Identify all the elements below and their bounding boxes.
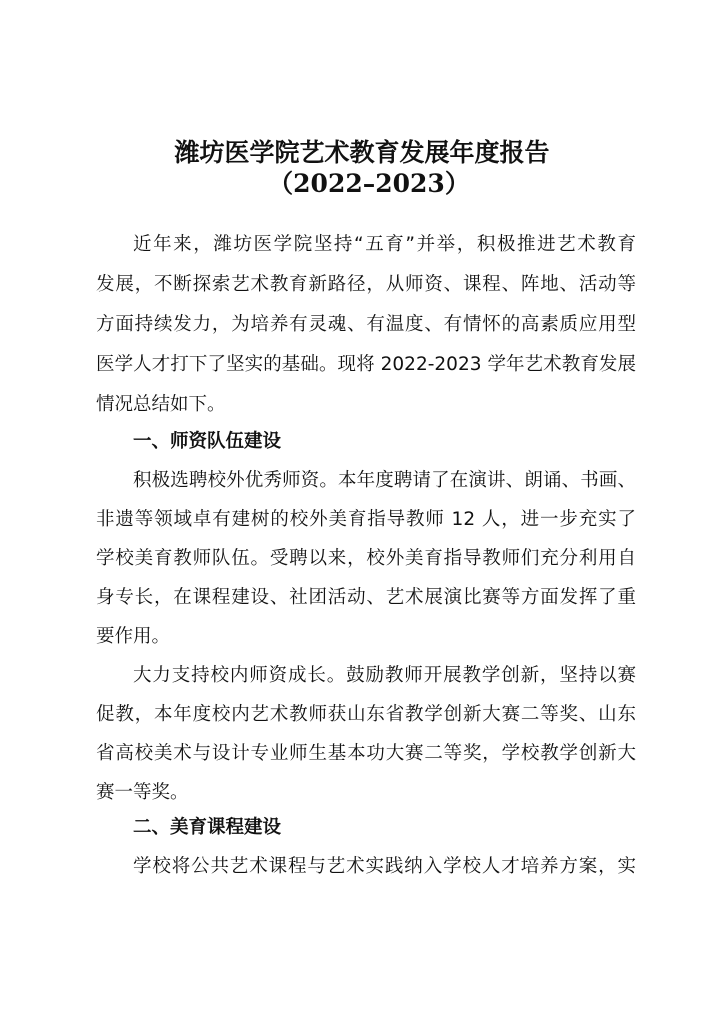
page-title: 潍坊医学院艺术教育发展年度报告 — [174, 138, 550, 167]
text-line: 情况总结如下。 — [96, 394, 226, 415]
text-line: 积极选聘校外优秀师资。本年度聘请了在演讲、朗诵、书画、 — [133, 470, 636, 491]
text-line: 学校将公共艺术课程与艺术实践纳入学校人才培养方案，实 — [133, 856, 636, 877]
text-line: 近年来，潍坊医学院坚持“五育”并举，积极推进艺术教育 — [133, 234, 636, 255]
text-line: 要作用。 — [96, 626, 171, 647]
page-subtitle: （2022–2023） — [268, 169, 470, 198]
section-heading: 二、美育课程建设 — [133, 817, 282, 838]
text-line: 方面持续发力，为培养有灵魂、有温度、有情怀的高素质应用型 — [96, 314, 636, 335]
text-line: 医学人才打下了坚实的基础。现将 2022-2023 学年艺术教育发展 — [96, 354, 636, 375]
text-line: 大力支持校内师资成长。鼓励教师开展教学创新，坚持以赛 — [133, 665, 636, 686]
text-line: 身专长，在课程建设、社团活动、艺术展演比赛等方面发挥了重 — [96, 587, 636, 608]
text-line: 赛一等奖。 — [96, 782, 189, 803]
section-heading: 一、师资队伍建设 — [133, 431, 282, 452]
text-line: 促教，本年度校内艺术教师获山东省教学创新大赛二等奖、山东 — [96, 704, 636, 725]
text-line: 省高校美术与设计专业师生基本功大赛二等奖，学校教学创新大 — [96, 743, 636, 764]
text-line: 非遗等领域卓有建树的校外美育指导教师 12 人，进一步充实了 — [96, 509, 636, 530]
text-line: 发展，不断探索艺术教育新路径，从师资、课程、阵地、活动等 — [96, 274, 636, 295]
text-line: 学校美育教师队伍。受聘以来，校外美育指导教师们充分利用自 — [96, 548, 636, 569]
